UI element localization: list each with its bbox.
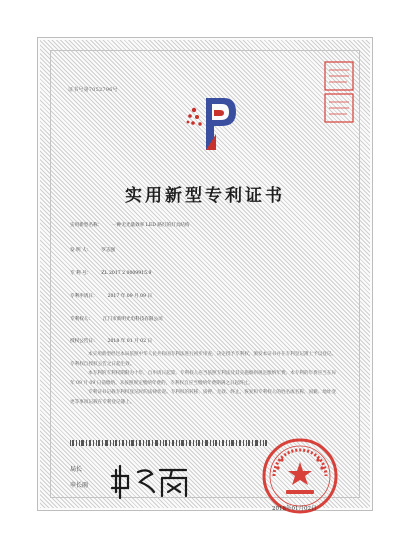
certificate-title: 实用新型专利证书 [125,186,285,206]
barcode [70,440,270,446]
body-paragraph: 专利证书记载专利权登记时的法律状况。专利权的转移、质押、无效、终止、恢复和专利权人的姓名或名称、国籍、地址变更等事项记载在专利登记簿上。 [70,390,337,405]
field-filing-date: 专利申请日： 2017 年 09 月 09 日 [70,294,153,299]
certificate-number: 证书号第7052796号 [68,87,118,93]
director-name-label: 申长雨 [70,482,89,489]
field-grant-date: 授权公告日： 2018 年 01 月 02 日 [70,339,153,344]
director-label: 局长 [70,466,83,473]
certificate-body [70,350,340,407]
patent-certificate [37,37,373,511]
field-utility-model-name: 实用新型名称： 一种无光量效率 LED 路灯的灯具结构 [70,223,190,228]
body-paragraph: 本专利的专利权期限为十年，自申请日起算。专利权人应当依照专利法及其实施细则规定缴纳年费。本专利的年费应当在每年 09 月 09 日前缴纳。未按照规定缴纳年费的，专利权自应当缴纳年费期满之日起终止。 [70,371,337,386]
seal-date: 2018年01月02日 [272,506,317,512]
field-patentee: 专利权人： 江门市新明光电科技有限公司 [70,317,163,322]
patent-office-emblem-icon [184,90,244,156]
body-paragraph: 本实用新型经过本局依照中华人民共和国专利法进行初步审查，决定授予专利权，颁发本证书并在专利登记簿上予以登记。专利权自授权公告之日起生效。 [70,352,337,367]
field-inventor: 发 明 人： 罗志强 [70,248,116,253]
director-signature [108,462,198,502]
corner-stamp [319,58,359,130]
field-patent-number: 专 利 号： ZL 2017 2 0009915.9 [70,271,152,276]
